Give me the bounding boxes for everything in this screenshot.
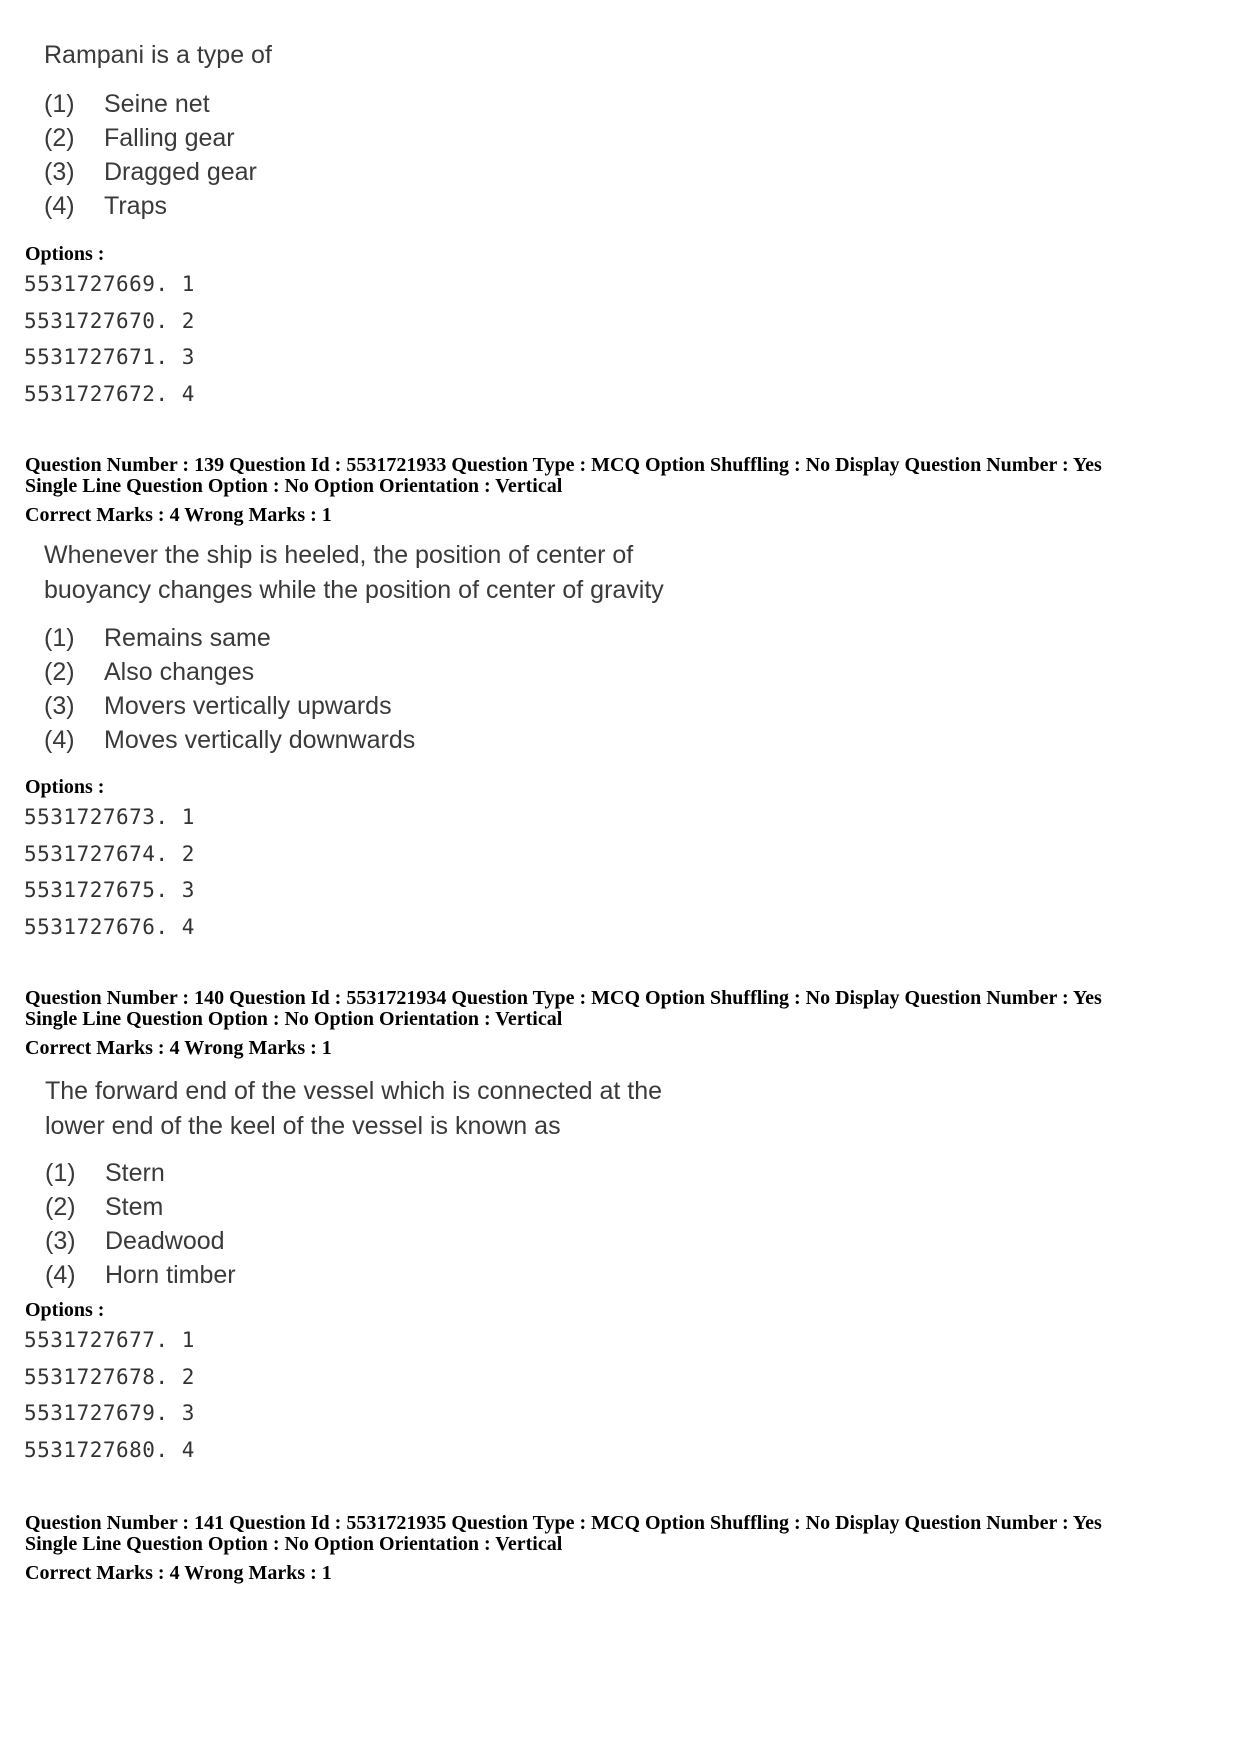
choice-item — [44, 655, 415, 689]
question-header-line1: Question Number : 141 Question Id : 5531721935 Question Type : MCQ Option Shuffling : No Display Question Number : Yes — [25, 1512, 1102, 1534]
question-header-line1: Question Number : 140 Question Id : 5531721934 Question Type : MCQ Option Shuffling : No Display Question Number : Yes — [25, 987, 1102, 1009]
option-id: 5531727677. 1 — [24, 1328, 195, 1352]
choice-number: (1) — [45, 1159, 76, 1187]
choice-item — [45, 1258, 236, 1292]
choice-item — [44, 723, 415, 757]
choice-text: Stem — [105, 1193, 164, 1221]
choice-number: (2) — [45, 1193, 76, 1221]
options-title: Options : — [25, 243, 105, 265]
option-id: 5531727670. 2 — [24, 308, 195, 333]
question-choices — [44, 87, 257, 223]
choice-number: (4) — [45, 1261, 76, 1289]
options-title: Options : — [25, 1299, 105, 1321]
choice-item — [44, 155, 257, 189]
question-stem: Rampani is a type of — [44, 41, 272, 69]
question-header-line2: Single Line Question Option : No Option Orientation : Vertical — [25, 475, 563, 497]
option-id: 5531727675. 3 — [24, 878, 195, 903]
option-id: 5531727680. 4 — [24, 1438, 195, 1463]
choice-item — [44, 87, 257, 121]
option-id: 5531727671. 3 — [24, 345, 195, 370]
choice-text: Seine net — [104, 90, 210, 118]
question-stem-line1: Whenever the ship is heeled, the position of center of — [44, 541, 634, 569]
question-stem-line2: lower end of the keel of the vessel is known as — [45, 1112, 561, 1140]
choice-text: Dragged gear — [104, 158, 257, 186]
choice-number: (3) — [45, 1227, 76, 1255]
options-list — [24, 799, 195, 946]
choice-number: (4) — [44, 726, 75, 754]
choice-text: Falling gear — [104, 124, 235, 152]
choice-text: Movers vertically upwards — [104, 692, 392, 720]
choice-item — [45, 1156, 236, 1190]
question-marks: Correct Marks : 4 Wrong Marks : 1 — [25, 1037, 332, 1059]
option-id: 5531727674. 2 — [24, 841, 195, 866]
option-id: 5531727669. 1 — [24, 272, 195, 296]
choice-number: (1) — [44, 90, 75, 118]
choice-text: Deadwood — [105, 1227, 225, 1255]
question-marks: Correct Marks : 4 Wrong Marks : 1 — [25, 504, 332, 526]
choice-item — [45, 1190, 236, 1224]
question-stem-line2: buoyancy changes while the position of center of gravity — [44, 576, 664, 604]
choice-text: Stern — [105, 1159, 165, 1187]
choice-number: (3) — [44, 692, 75, 720]
option-id: 5531727672. 4 — [24, 382, 195, 407]
choice-text: Remains same — [104, 624, 271, 652]
options-list — [24, 1322, 195, 1469]
choice-item — [45, 1224, 236, 1258]
choice-number: (2) — [44, 124, 75, 152]
options-list — [24, 266, 195, 413]
choice-number: (4) — [44, 192, 75, 220]
choice-text: Moves vertically downwards — [104, 726, 416, 754]
question-header-line2: Single Line Question Option : No Option Orientation : Vertical — [25, 1533, 563, 1555]
choice-text: Horn timber — [105, 1261, 236, 1289]
question-choices — [45, 1156, 236, 1292]
question-choices — [44, 621, 415, 757]
option-id: 5531727679. 3 — [24, 1401, 195, 1426]
question-stem-line1: The forward end of the vessel which is connected at the — [45, 1077, 663, 1105]
choice-number: (3) — [44, 158, 75, 186]
choice-item — [44, 621, 415, 655]
choice-item — [44, 189, 257, 223]
option-id: 5531727676. 4 — [24, 915, 195, 940]
question-header-line1: Question Number : 139 Question Id : 5531721933 Question Type : MCQ Option Shuffling : No Display Question Number : Yes — [25, 454, 1102, 476]
question-marks: Correct Marks : 4 Wrong Marks : 1 — [25, 1562, 332, 1584]
choice-text: Traps — [104, 192, 167, 220]
option-id: 5531727673. 1 — [24, 805, 195, 829]
choice-number: (2) — [44, 658, 75, 686]
choice-item — [44, 689, 415, 723]
question-header-line2: Single Line Question Option : No Option Orientation : Vertical — [25, 1008, 563, 1030]
option-id: 5531727678. 2 — [24, 1364, 195, 1389]
choice-item — [44, 121, 257, 155]
choice-number: (1) — [44, 624, 75, 652]
options-title: Options : — [25, 776, 105, 798]
choice-text: Also changes — [104, 658, 255, 686]
